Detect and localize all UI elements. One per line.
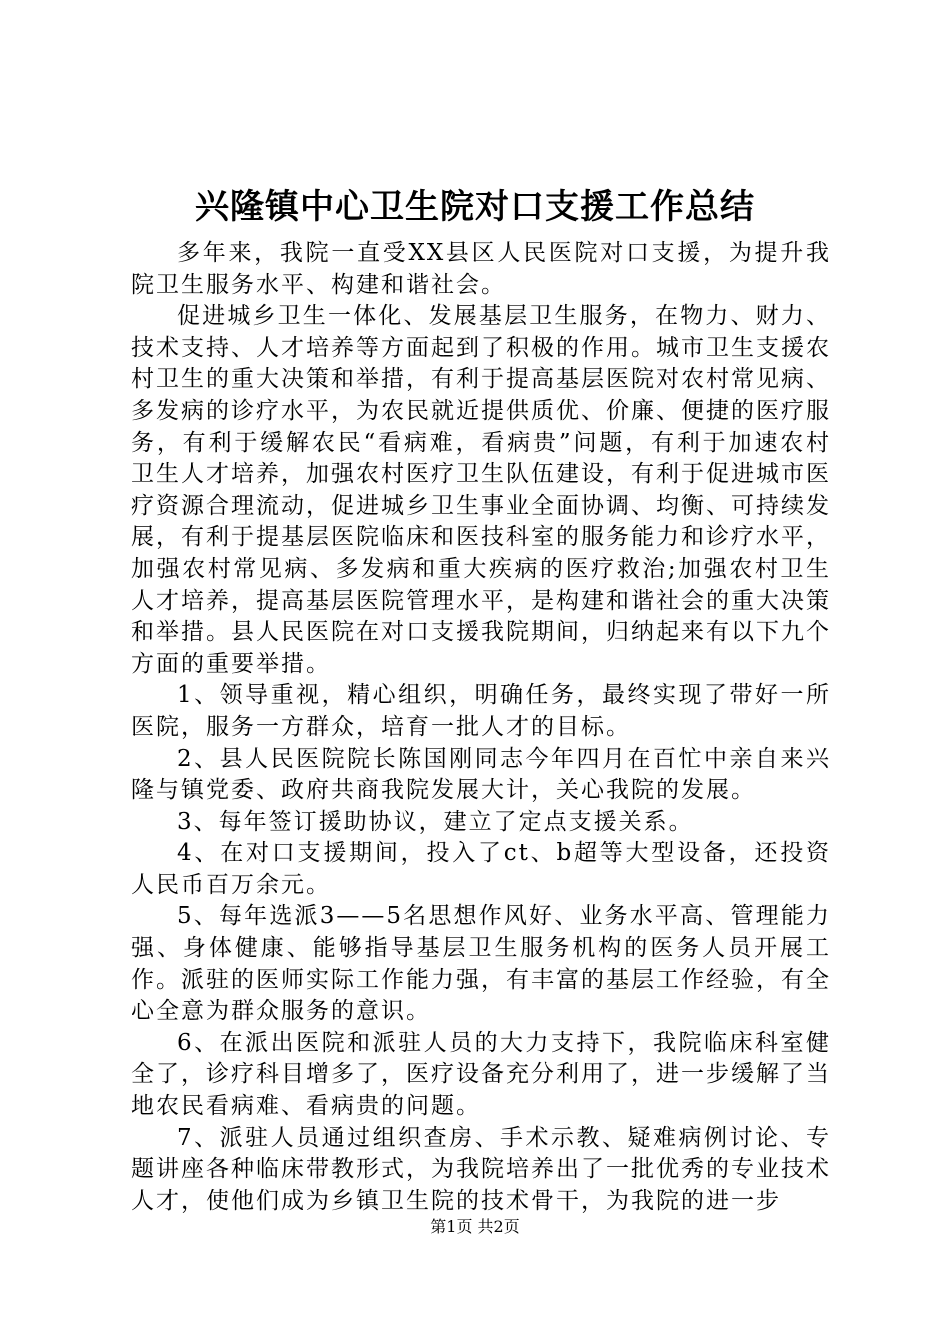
paragraph-item-4: 4、在对口支援期间，投入了ct、b超等大型设备，还投资人民币百万余元。 xyxy=(131,840,831,898)
paragraph-intro: 多年来，我院一直受XX县区人民医院对口支援，为提升我院卫生服务水平、构建和谐社会。 xyxy=(131,240,831,298)
paragraph-item-3: 3、每年签订援助协议，建立了定点支援关系。 xyxy=(177,808,694,835)
page-footer: 第1页 共2页 xyxy=(430,1217,520,1236)
paragraph-item-1: 1、领导重视，精心组织，明确任务，最终实现了带好一所医院，服务一方群众，培育一批人才的目标。 xyxy=(131,682,831,740)
document-body xyxy=(131,238,831,1217)
paragraph-item-5: 5、每年选派3——5名思想作风好、业务水平高、管理能力强、身体健康、能够指导基层卫生服务机构的医务人员开展工作。派驻的医师实际工作能力强，有丰富的基层工作经验，有全心全意为群众服务的意识。 xyxy=(131,903,831,1025)
paragraph-item-6: 6、在派出医院和派驻人员的大力支持下，我院临床科室健全了，诊疗科目增多了，医疗设备充分利用了，进一步缓解了当地农民看病难、看病贵的问题。 xyxy=(131,1029,831,1120)
paragraph-item-7: 7、派驻人员通过组织查房、手术示教、疑难病例讨论、专题讲座各种临床带教形式，为我院培养出了一批优秀的专业技术人才，使他们成为乡镇卫生院的技术骨干，为我院的进一步 xyxy=(131,1124,831,1214)
paragraph-item-2: 2、县人民医院院长陈国刚同志今年四月在百忙中亲自来兴隆与镇党委、政府共商我院发展大计，关心我院的发展。 xyxy=(131,745,831,804)
paragraph-significance: 促进城乡卫生一体化、发展基层卫生服务，在物力、财力、技术支持、人才培养等方面起到了积极的作用。城市卫生支援农村卫生的重大决策和举措，有利于提高基层医院对农村常见病、多发病的诊疗水平，为农民就近提供质优、价廉、便捷的医疗服务，有利于缓解农民“看病难，看病贵”问题，有利于加速农村卫生人才培养，加强农村医疗卫生队伍建设，有利于促进城市医疗资源合理流动，促进城乡卫生事业全面协调、均衡、可持续发展，有利于提基层医院临床和医技科室的服务能力和诊疗水平，加强农村常见病、多发病和重大疾病的医疗救治;加强农村卫生人才培养，提高基层医院管理水平，是构建和谐社会的重大决策和举措。县人民医院在对口支援我院期间，归纳起来有以下九个方面的重要举措。 xyxy=(131,303,831,677)
document-title: 兴隆镇中心卫生院对口支援工作总结 xyxy=(195,187,755,227)
